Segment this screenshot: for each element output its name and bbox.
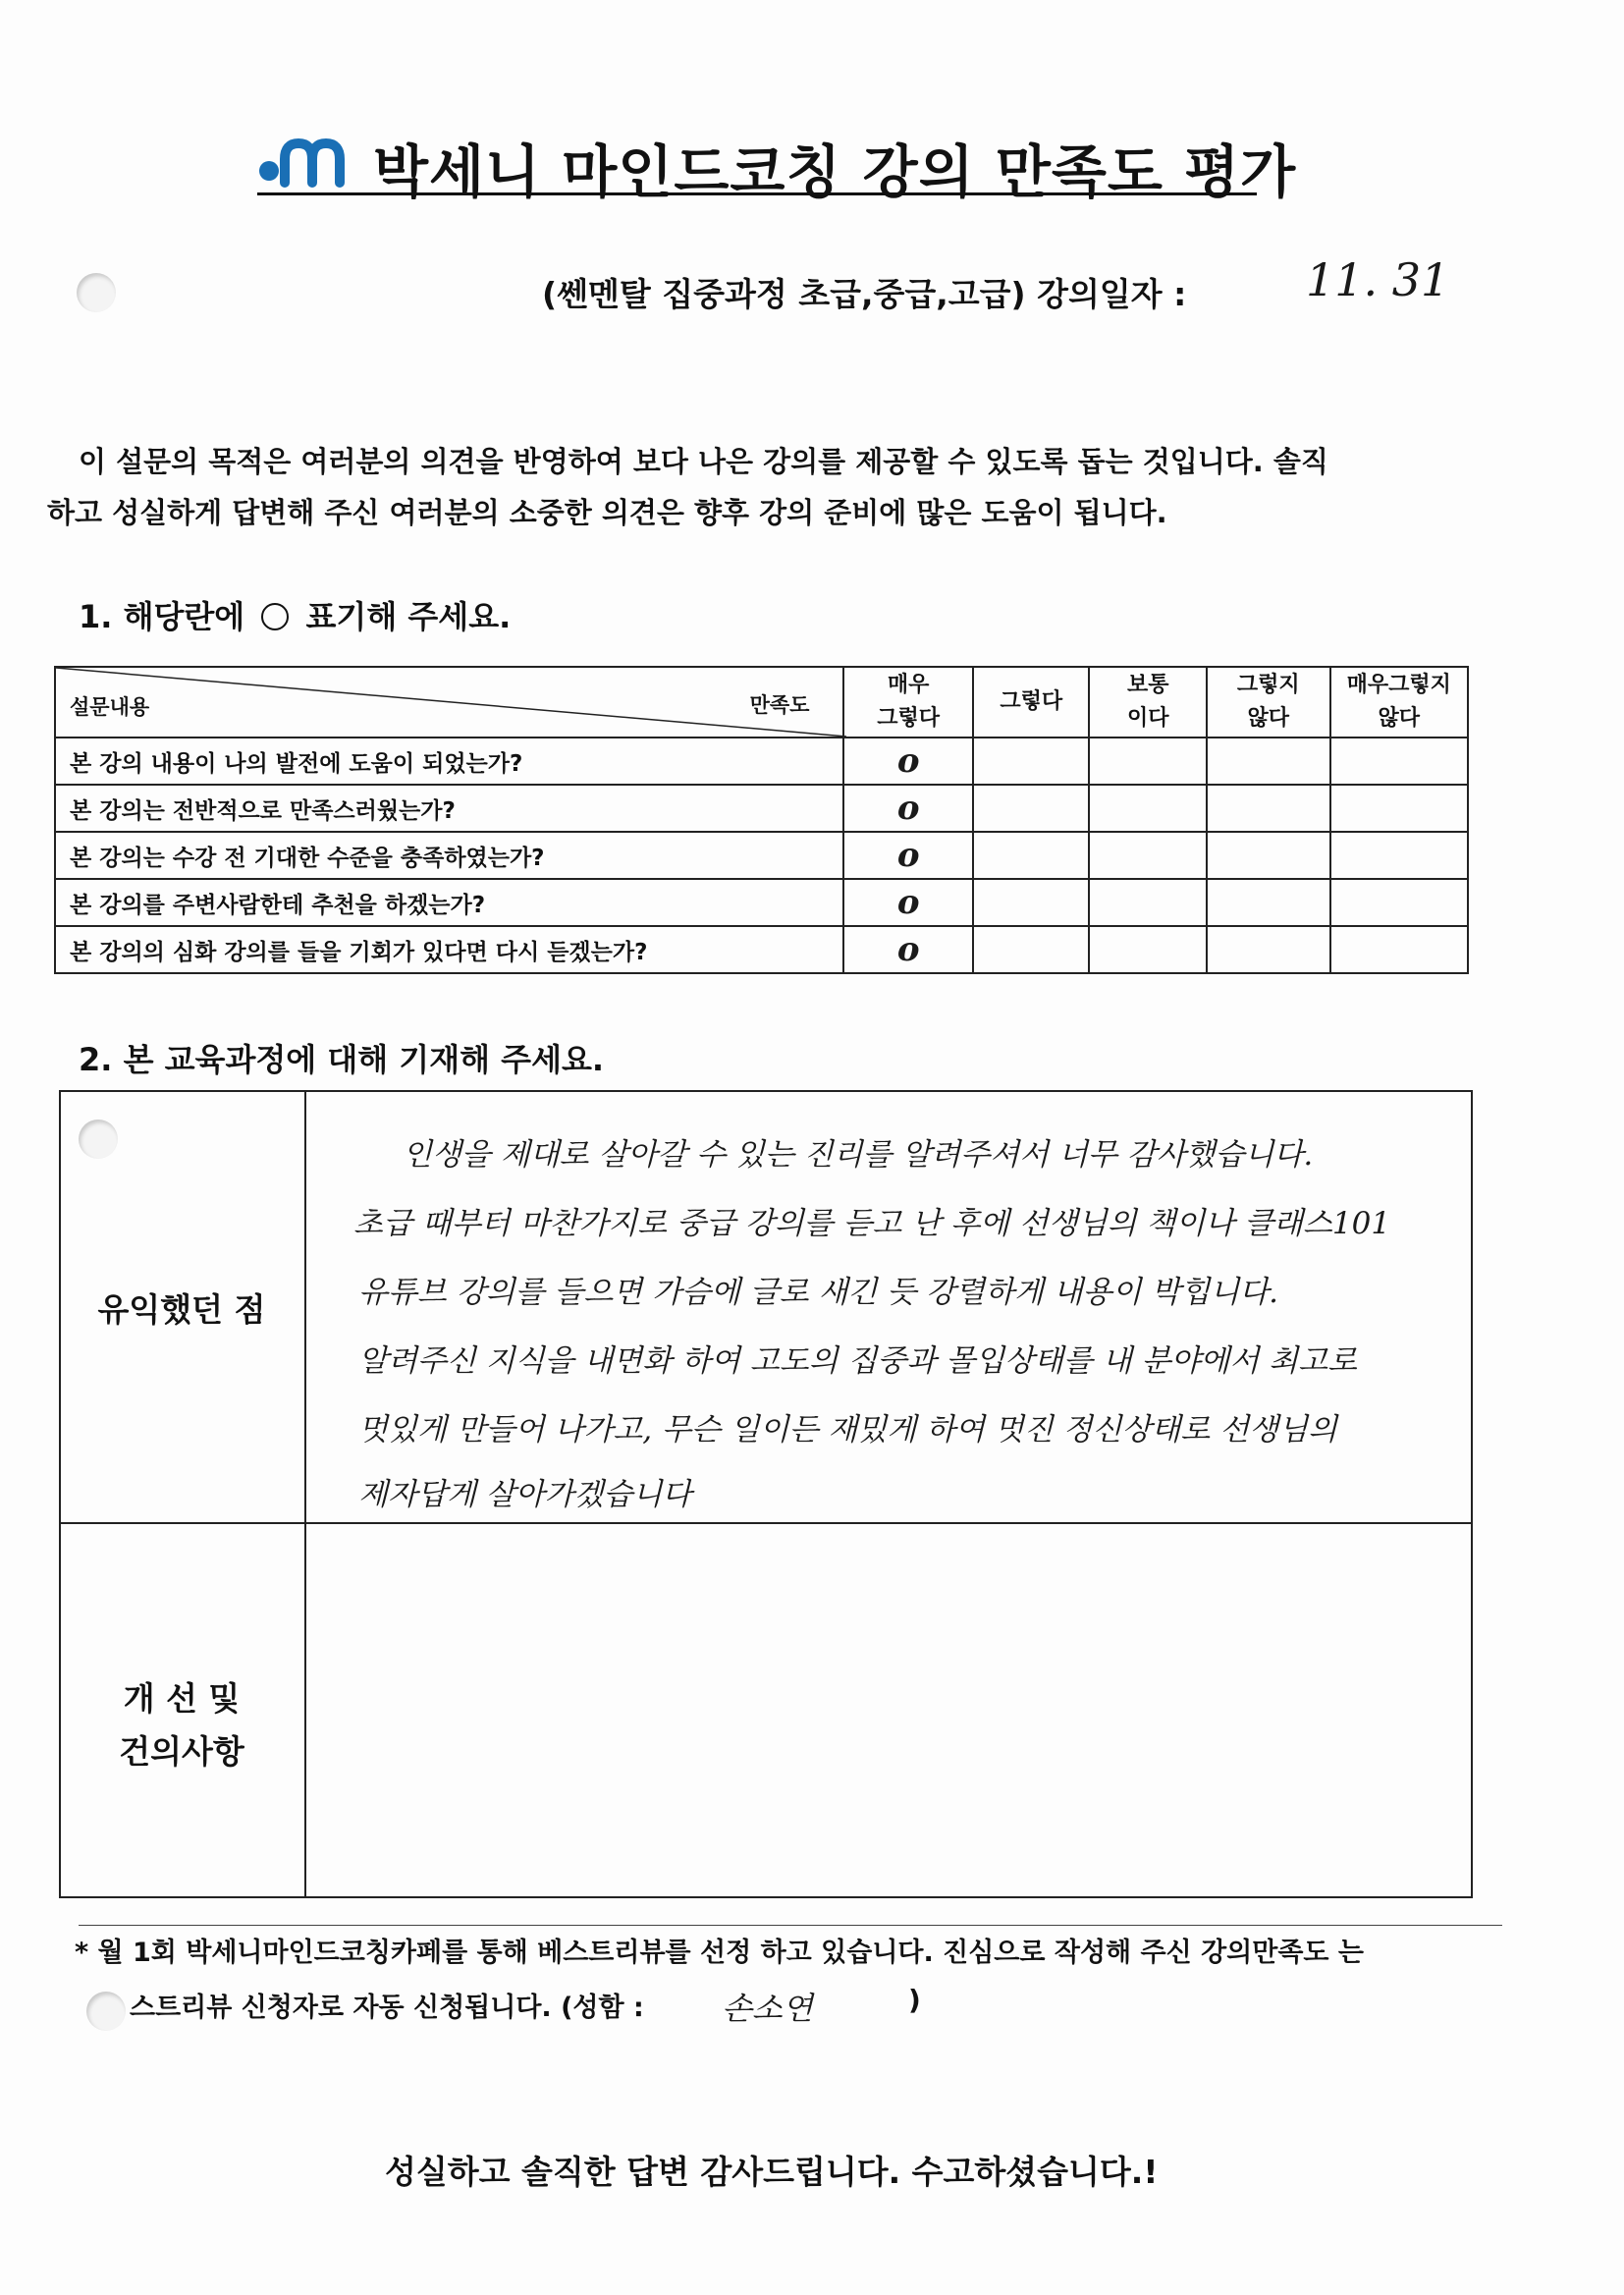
question-cell: 본 강의의 심화 강의를 들을 기회가 있다면 다시 듣겠는가? — [55, 926, 843, 973]
answer-mark-very-agree: o — [843, 785, 972, 832]
section1-text-after: 표기해 주세요. — [305, 598, 512, 635]
table-row — [55, 785, 1468, 832]
good-points-line-4: 알려주신 지식을 내면화 하여 고도의 집중과 몰입상태를 내 분야에서 최고로 — [358, 1343, 1358, 1379]
column-header-disagree: 그렇지 않다 — [1207, 667, 1330, 738]
question-cell: 본 강의 내용이 나의 발전에 도움이 되었는가? — [55, 738, 843, 785]
section2-heading: 2. 본 교육과정에 대해 기재해 주세요. — [79, 1041, 605, 1078]
question-cell: 본 강의를 주변사람한테 추천을 하겠는가? — [55, 879, 843, 926]
thanks-message: 성실하고 솔직한 답변 감사드립니다. 수고하셨습니다.! — [385, 2153, 1159, 2191]
good-points-line-5: 멋있게 만들어 나가고, 무슨 일이든 재밌게 하여 멋진 정신상태로 선생님의 — [358, 1412, 1337, 1448]
answer-cell — [1330, 926, 1468, 973]
answer-cell — [1330, 785, 1468, 832]
table-row — [55, 832, 1468, 879]
column-header-agree: 그렇다 — [973, 667, 1090, 738]
table-row — [55, 926, 1468, 973]
circle-mark-icon — [261, 603, 289, 630]
section1-heading — [79, 592, 511, 637]
good-points-line-6: 제자답게 살아가겠습니다 — [358, 1477, 692, 1512]
answer-cell — [1330, 738, 1468, 785]
section1-number: 1. — [79, 598, 113, 635]
section1-text-before: 해당란에 — [123, 598, 245, 635]
page-title-block — [257, 126, 1297, 205]
intro-line-1: 이 설문의 목적은 여러분의 의견을 반영하여 보다 나은 강의를 제공할 수 있도록 돕는 것입니다. 솔직 — [79, 445, 1328, 478]
column-header-neutral: 보통 이다 — [1089, 667, 1207, 738]
answer-cell — [1330, 879, 1468, 926]
answer-cell — [1207, 832, 1330, 879]
name-close-paren: ) — [908, 1984, 921, 2016]
answer-cell — [1089, 832, 1207, 879]
label-divider — [304, 1090, 306, 1898]
header-satisfaction: 만족도 — [749, 693, 810, 717]
answer-mark-very-agree: o — [843, 879, 972, 926]
comments-box — [59, 1090, 1473, 1898]
answer-cell — [1207, 879, 1330, 926]
lecture-date-handwritten: 11. 31 — [1306, 253, 1450, 306]
answer-cell — [973, 832, 1090, 879]
answer-cell — [1207, 785, 1330, 832]
footer-rule — [79, 1925, 1502, 1926]
improvement-label-line1: 개 선 및 — [123, 1679, 241, 1718]
answer-mark-very-agree: o — [843, 926, 972, 973]
question-cell: 본 강의는 전반적으로 만족스러웠는가? — [55, 785, 843, 832]
answer-cell — [1089, 926, 1207, 973]
improvement-label-line2: 건의사항 — [119, 1732, 244, 1771]
question-cell: 본 강의는 수강 전 기대한 수준을 충족하였는가? — [55, 832, 843, 879]
page-title: 박세니 마인드코칭 강의 만족도 평가 — [373, 138, 1297, 205]
table-header-row — [55, 667, 1468, 738]
column-header-very-agree: 매우 그렇다 — [843, 667, 972, 738]
title-underline — [257, 192, 1257, 195]
answer-cell — [1207, 738, 1330, 785]
row-divider — [59, 1522, 1473, 1524]
answer-cell — [1207, 926, 1330, 973]
answer-cell — [973, 926, 1090, 973]
table-row — [55, 738, 1468, 785]
review-note-line-2: 스트리뷰 신청자로 자동 신청됩니다. (성함 : — [130, 1993, 644, 2023]
review-note-line-1: * 월 1회 박세니마인드코칭카페를 통해 베스트리뷰를 선정 하고 있습니다. 진심으로 작성해 주신 강의만족도 는 — [75, 1938, 1364, 1968]
intro-line-2: 하고 성실하게 답변해 주신 여러분의 소중한 의견은 향후 강의 준비에 많은 도움이 됩니다. — [47, 496, 1167, 529]
satisfaction-table — [54, 666, 1469, 974]
answer-cell — [973, 785, 1090, 832]
answer-cell — [1089, 785, 1207, 832]
table-row — [55, 879, 1468, 926]
header-question: 설문내용 — [70, 695, 150, 719]
good-points-label: 유익했던 점 — [97, 1290, 266, 1329]
good-points-line-3: 유튜브 강의를 들으면 가슴에 글로 새긴 듯 강렬하게 내용이 박힙니다. — [358, 1275, 1279, 1310]
column-header-very-disagree: 매우그렇지 않다 — [1330, 667, 1468, 738]
punch-hole — [86, 1992, 126, 2031]
answer-cell — [973, 879, 1090, 926]
mind-coaching-logo-icon — [257, 130, 355, 189]
answer-mark-very-agree: o — [843, 738, 972, 785]
punch-hole — [77, 273, 116, 312]
answer-cell — [1330, 832, 1468, 879]
answer-cell — [1089, 879, 1207, 926]
answer-mark-very-agree: o — [843, 832, 972, 879]
diagonal-line — [56, 668, 846, 737]
answer-cell — [1089, 738, 1207, 785]
good-points-line-2: 초급 때부터 마찬가지로 중급 강의를 듣고 난 후에 선생님의 책이나 클래스101 — [353, 1206, 1391, 1241]
name-handwritten: 손소연 — [722, 1990, 813, 2027]
answer-cell — [973, 738, 1090, 785]
course-date-label: (쎈멘탈 집중과정 초급,중급,고급) 강의일자 : — [542, 275, 1187, 313]
diagonal-header-cell — [55, 667, 843, 738]
good-points-line-1: 인생을 제대로 살아갈 수 있는 진리를 알려주셔서 너무 감사했습니다. — [403, 1137, 1314, 1173]
